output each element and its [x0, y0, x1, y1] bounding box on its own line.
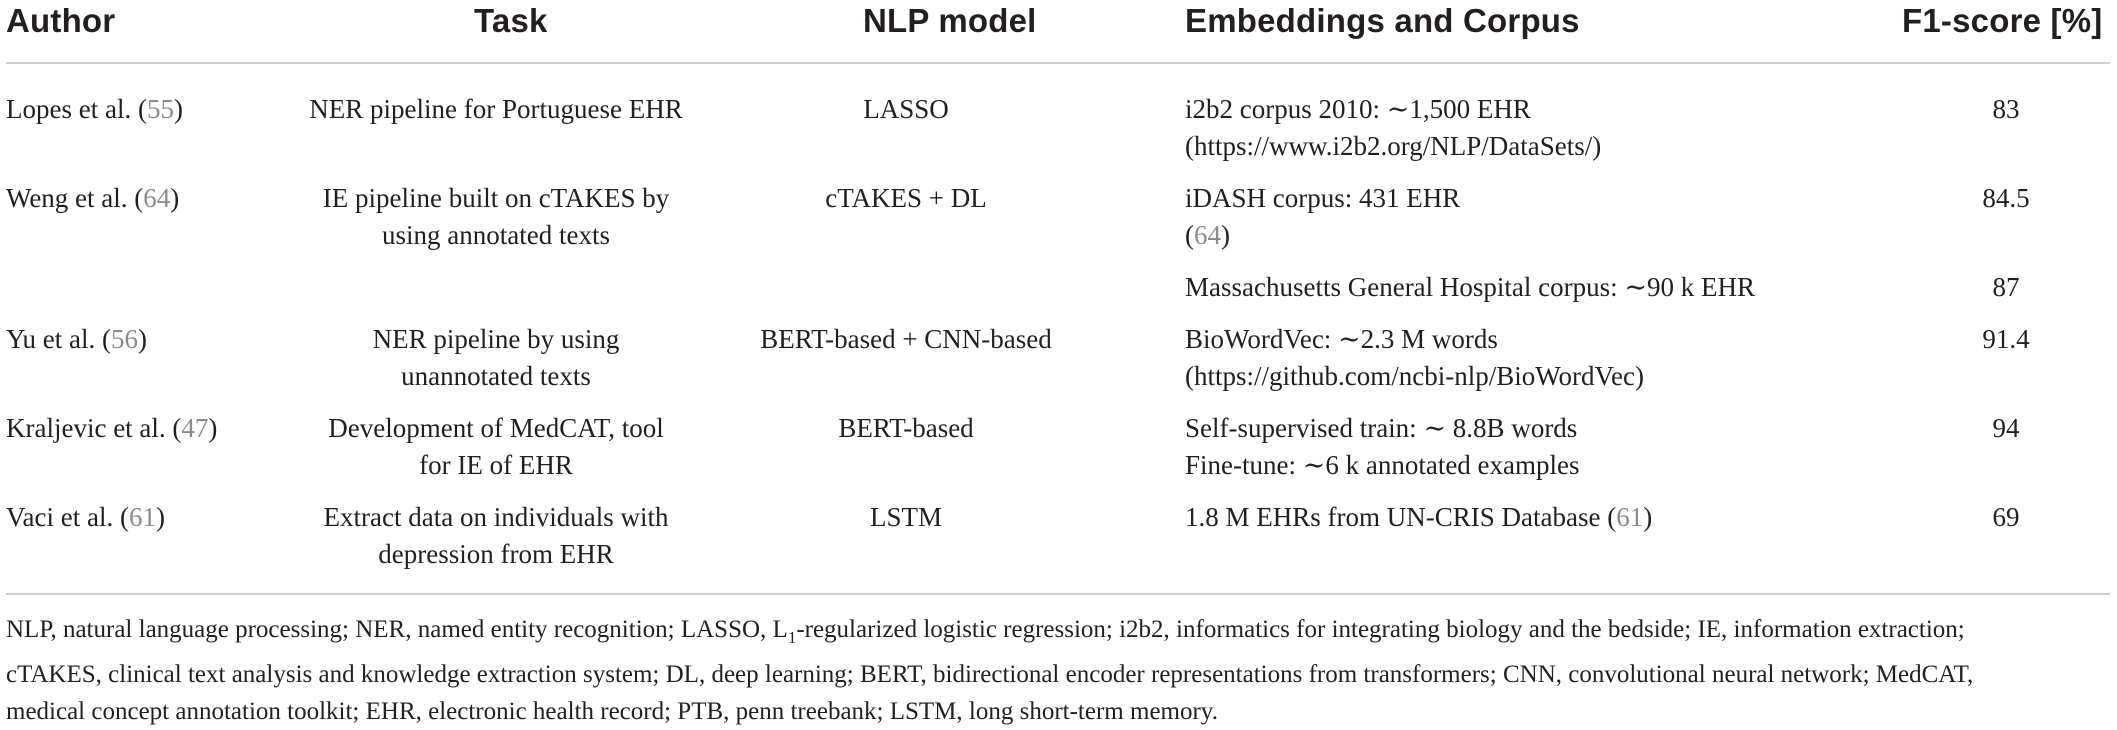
author-cell: Kraljevic et al. (47): [6, 413, 218, 443]
embeddings-cell: Self-supervised train: ∼ 8.8B words Fine-tune: ∼6 k annotated examples: [1185, 413, 1580, 480]
author-cell: Weng et al. (64): [6, 183, 180, 213]
header-embeddings: Embeddings and Corpus: [1185, 2, 1580, 39]
model-cell: cTAKES + DL: [825, 183, 987, 213]
model-cell: BERT-based: [838, 413, 974, 443]
header-nlp-model: NLP model: [863, 2, 1037, 39]
author-cell: Yu et al. (56): [6, 324, 147, 354]
task-cell: NER pipeline for Portuguese EHR: [309, 94, 683, 124]
embeddings-cell: i2b2 corpus 2010: ∼1,500 EHR (https://www.i2b2.org/NLP/DataSets/): [1185, 94, 1602, 161]
reference-link[interactable]: 47: [181, 413, 209, 443]
model-cell: LSTM: [869, 502, 942, 532]
reference-link[interactable]: 64: [143, 183, 171, 213]
embeddings-cell: 1.8 M EHRs from UN-CRIS Database (61): [1185, 502, 1653, 532]
f1-cell: 69: [1992, 502, 2020, 532]
table-header: [6, 0, 2110, 64]
footnote-line: NLP, natural language processing; NER, named entity recognition; LASSO, $L_1$-regularized logistic regression; i2b2, informatics for integrating biology and the bedside; IE, information extraction;: [6, 616, 1965, 647]
author-cell: Vaci et al. (61): [6, 502, 165, 532]
task-cell: NER pipeline by using unannotated texts: [372, 324, 620, 391]
task-cell: IE pipeline built on cTAKES by using annotated texts: [322, 183, 670, 250]
embeddings-cell: BioWordVec: ∼2.3 M words (https://github.com/ncbi-nlp/BioWordVec): [1185, 324, 1645, 391]
task-cell: Development of MedCAT, tool for IE of EHR: [328, 413, 664, 480]
header-author: Author: [6, 2, 116, 39]
f1-cell: 83: [1992, 94, 2020, 124]
f1-cell: 87: [1992, 272, 2020, 302]
reference-link[interactable]: 56: [110, 324, 138, 354]
header-task: Task: [474, 2, 548, 39]
embeddings-cell: Massachusetts General Hospital corpus: ∼90 k EHR: [1185, 272, 1756, 302]
data-table: [6, 0, 2110, 569]
task-cell: Extract data on individuals with depression from EHR: [323, 502, 669, 569]
table-footnote: [6, 611, 2110, 730]
model-cell: BERT-based + CNN-based: [760, 324, 1052, 354]
f1-cell: 84.5: [1982, 183, 2030, 213]
reference-link[interactable]: 61: [1616, 502, 1644, 532]
footnote-line: medical concept annotation toolkit; EHR, electronic health record; PTB, penn treebank; LSTM, long short-term memory.: [6, 698, 1218, 725]
header-rule: [6, 62, 2110, 64]
footnote-line: cTAKES, clinical text analysis and knowledge extraction system; DL, deep learning; BERT, bidirectional encoder representations from transformers; CNN, convolutional neural network; MedCAT,: [6, 661, 1974, 688]
author-cell: Lopes et al. (55): [6, 94, 183, 124]
reference-link[interactable]: 64: [1194, 220, 1221, 250]
model-cell: LASSO: [863, 94, 949, 124]
header-f1-score: F1-score [%]: [1902, 2, 2103, 39]
reference-link[interactable]: 55: [146, 94, 174, 124]
reference-link[interactable]: 61: [128, 502, 156, 532]
f1-cell: 94: [1992, 413, 2020, 443]
footer-rule: [6, 593, 2110, 595]
embeddings-cell: iDASH corpus: 431 EHR (64): [1185, 183, 1461, 250]
f1-cell: 91.4: [1982, 324, 2030, 354]
